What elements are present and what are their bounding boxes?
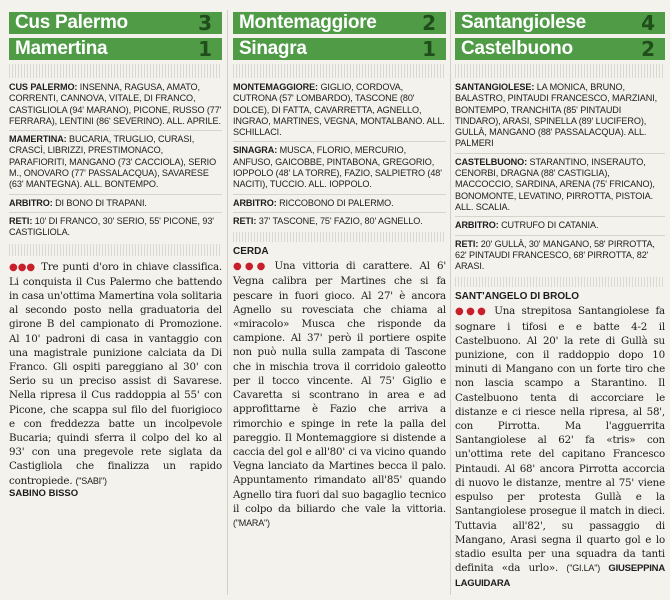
home-team-bar — [9, 12, 222, 34]
author: SABINO BISSO — [9, 487, 79, 499]
referee: ARBITRO: RICCOBONO DI PALERMO. — [233, 197, 394, 208]
signature: ("GI.LA") — [566, 563, 600, 574]
away-team-score: 1 — [198, 37, 212, 61]
away-team-name: Mamertina — [15, 38, 108, 59]
goals: RETI: 10' DI FRANCO, 30' SERIO, 55' PICONE, 93' CASTIGLIOLA. — [9, 215, 214, 238]
column-divider — [450, 10, 451, 595]
home-team-bar — [233, 12, 446, 34]
referee: ARBITRO: DI BONO DI TRAPANI. — [9, 197, 147, 208]
home-team-name: Cus Palermo — [15, 12, 128, 33]
hatch-divider — [9, 64, 222, 78]
bullet-dots-icon: ●●● — [455, 306, 489, 318]
match-report-santangiolese — [455, 12, 665, 592]
away-team-name: Castelbuono — [461, 38, 573, 59]
home-team-bar — [455, 12, 665, 34]
home-lineup: MONTEMAGGIORE: GIGLIO, CORDOVA, CUTRONA (57' LOMBARDO), TASCONE (80' DOLCE), DI FATTA, CAVARRETTA, AGNELLO, INGRAO, MARTINES, VEGNA, MONTALBANO. ALL. SCHILLACI. — [233, 82, 445, 138]
hatch-divider — [233, 64, 446, 78]
hatch-divider — [233, 232, 446, 242]
away-team-bar — [9, 38, 222, 60]
separator — [233, 141, 446, 142]
separator — [455, 235, 665, 236]
away-team-bar — [233, 38, 446, 60]
away-lineup: SINAGRA: MUSCA, FLORIO, MERCURIO, ANFUSO, GAICOBBE, PINTABONA, GREGORIO, IOPPOLO (48' LA TORRE), FAZIO, SALPIETRO (48' NACITI), TUCCIO. ALL. IOPPOLO. — [233, 145, 442, 190]
away-team-score: 1 — [422, 37, 436, 61]
away-lineup: CASTELBUONO: STARANTINO, INSERAUTO, CENORBI, DRAGNA (88' CASTIGLIA), MACCOCCIO, SARDINA, ARENA (75' FRICANO), BONOMONTE, LEVATINO, PIRROTTA, PISTOIA. ALL. SCALIA. — [455, 156, 655, 212]
separator — [455, 153, 665, 154]
separator — [9, 212, 222, 213]
article-body: ●●● Tre punti d'oro in chiave classifica. Li conquista il Cus Palermo che battendo in casa un'ottima Mamertina vola solitaria al secondo posto nella graduatoria del girone B del campionato di Promozione. Al 10' padroni di casa in vantaggio con una magistrale punizione calciata da Di Franco. Gli ospiti pareggiano al 30' con Serio su un preciso assist di Savarese. Nella ripresa il Cus raddoppia al 55' con Picone, che scappa sul filo del fuorigioco e con freddezza batte un incolpevole Bucaria; quindi sferra il colpo del ko al 93' con una pregevole rete siglata da Castigliola che finalizza un rapido contropiede. ("SABI") — [9, 260, 222, 487]
home-team-score: 4 — [641, 11, 655, 35]
match-report-montemaggiore — [233, 12, 446, 530]
separator — [233, 194, 446, 195]
dateline: CERDA — [233, 246, 269, 258]
bullet-dots-icon: ●●● — [233, 261, 269, 273]
home-lineup: CUS PALERMO: INSENNA, RAGUSA, AMATO, CORRENTI, CANNOVA, VITALE, DI FRANCO, CASTIGLIOLA (94' MARANO), PICONE, RUSSO (77' FERRARA), LENTINI (86' SEVERINO). ALL. APRILE. — [9, 82, 222, 126]
away-team-bar — [455, 38, 665, 60]
separator — [9, 194, 222, 195]
referee: ARBITRO: CUTRUFO DI CATANIA. — [455, 220, 599, 231]
away-team-name: Sinagra — [239, 38, 307, 59]
away-lineup: MAMERTINA: BUCARIA, TRUGLIO, CURASI, CRASCÌ, LIBRIZZI, PRESTIMONACO, PARAFIORITI, MANGANO (73' CACCIOLA), SERIO M., ONOVARO (77' PASSALACQUA), SAVARESE (63' MANTEGNA). ALL. BONTEMPO. — [9, 134, 217, 190]
home-lineup: SANTANGIOLESE: LA MONICA, BRUNO, BALASTRO, PINTAUDI FRANCESCO, MARZIANI, BONTEMPO, TRANCHITA (85' PINTAUDI TINDARO), ARASI, SPINELLA (89' LUCIFERO), GULLÀ, MANGANO (88' PASSALACQUA). ALL. PALMERI — [455, 82, 658, 149]
signature: ("MARA") — [233, 517, 270, 528]
signature: ("SABI") — [75, 475, 107, 486]
home-team-score: 2 — [422, 11, 436, 35]
home-team-name: Montemaggiore — [239, 12, 377, 33]
goals: RETI: 37' TASCONE, 75' FAZIO, 80' AGNELLO. — [233, 215, 423, 226]
column-divider — [227, 10, 228, 595]
hatch-divider — [9, 244, 222, 256]
dateline: SANT'ANGELO DI BROLO — [455, 291, 580, 303]
author: GIUSEPPINA LAGUIDARA — [455, 563, 665, 590]
home-team-score: 3 — [198, 11, 212, 35]
goals: RETI: 20' GULLÀ, 30' MANGANO, 58' PIRROTTA, 62' PINTAUDI FRANCESCO, 68' PIRROTTA, 82' ARASI. — [455, 238, 655, 272]
separator — [233, 212, 446, 213]
hatch-divider — [455, 64, 665, 78]
separator — [455, 216, 665, 217]
away-team-score: 2 — [641, 37, 655, 61]
separator — [9, 130, 222, 131]
hatch-divider — [455, 277, 665, 287]
bullet-dots-icon: ●●● — [9, 261, 36, 273]
match-report-cus-palermo — [9, 12, 222, 499]
article-body: ●●● Una vittoria di carattere. Al 6' Vegna calibra per Martines che si fa pescare in fuori gioco. Al 27' è ancora Agnello su rovesciata che chiama al «miracolo» Musca che risponde da campione. Al 37' però il portiere ospite non può nulla sulla zampata di Tascone che in mischia trova il corridoio galeotto per il tocco vincente. Al 75' Giglio e Cavaretta si scontrano in area e ad approfittarne è Fazio che arriva a rimorchio e spinge in rete la palla del pareggio. Il Montemaggiore si distende a caccia del gol e all'80' ci va vicino quando Vegna lanciato da Martines becca il palo. Appuntamento rimandato all'85' quando Agnello tira fuori dal suo bagaglio tecnico il colpo da biliardo che vale la vittoria. ("MARA") — [233, 260, 446, 528]
home-team-name: Santangiolese — [461, 12, 586, 33]
article-body: ●●● Una strepitosa Santangiolese fa sognare i tifosi e e batte 4-2 il Castelbuono. Al 20' la rete di Gullà su punizione, con il raddoppio dopo 10 minuti di Mangano con un forte tiro che non lascia scampo a Starantino. Il Castelbuono tenta di accorciare le distanze e ci riesce nella ripresa, al 58', con Pirrotta. Ma l'agguerrita Santangiolese al 62' fa «tris» con un'ottima rete del capitano Francesco Pintaudi. Al 68' ancora Pirrotta accorcia di nuovo le distanze, mentre al 75' viene espulso per protesta Gullà e la Santangiolese prosegue il match in dieci. Tuttavia all'82', su passaggio di Mangano, Arasi segna il quarto gol e lo stadio esulta per una squadra da tanti definita «da urlo». ("GI.LA") GIUSEPPINA LAGUIDARA — [455, 305, 665, 590]
